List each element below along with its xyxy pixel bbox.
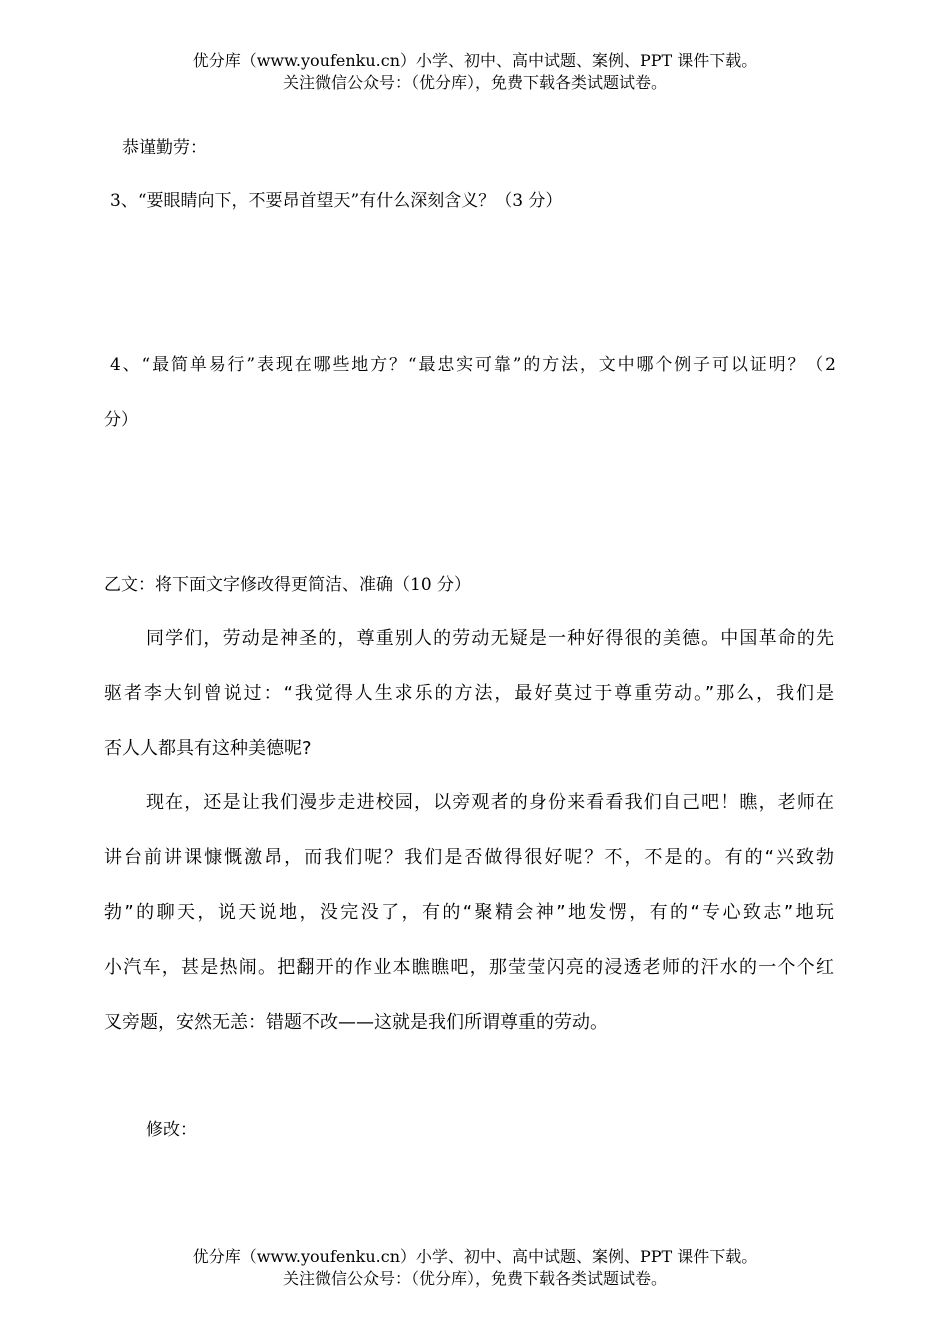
paragraph-1-line-2: 驱者李大钊曾说过：“我觉得人生求乐的方法，最好莫过于尊重劳动。”那么，我们是 xyxy=(104,683,834,704)
question-3: 3、“要眼睛向下，不要昂首望天”有什么深刻含义？（3 分） xyxy=(110,191,563,211)
question-4-line-2: 分） xyxy=(104,410,138,430)
paragraph-2-line-2: 讲台前讲课慷慨激昂，而我们呢？我们是否做得很好呢？不，不是的。有的“兴致勃 xyxy=(104,847,834,868)
paragraph-2-line-1: 现在，还是让我们漫步走进校园，以旁观者的身份来看看我们自己吧！瞧，老师在 xyxy=(146,792,834,813)
section-b-title: 乙文：将下面文字修改得更简洁、准确（10 分） xyxy=(104,575,472,595)
question-4-line-1: 4、“最简单易行”表现在哪些地方？“最忠实可靠”的方法，文中哪个例子可以证明？（2 xyxy=(110,355,836,375)
revise-label: 修改： xyxy=(146,1120,197,1140)
answer-label: 恭谨勤劳： xyxy=(122,138,207,158)
paragraph-2-line-3: 勃”的聊天，说天说地，没完没了，有的“聚精会神”地发愣，有的“专心致志”地玩 xyxy=(104,902,834,923)
header-line-2: 关注微信公众号：（优分库），免费下载各类试题试卷。 xyxy=(282,73,667,92)
header-line-1: 优分库（www.youfenku.cn）小学、初中、高中试题、案例、PPT 课件下载。 xyxy=(192,51,758,70)
footer-line-2: 关注微信公众号：（优分库），免费下载各类试题试卷。 xyxy=(282,1269,667,1288)
paragraph-1-line-3: 否人人都具有这种美德呢? xyxy=(104,738,312,759)
paragraph-2-line-4: 小汽车，甚是热闹。把翻开的作业本瞧瞧吧，那莹莹闪亮的浸透老师的汗水的一个个红 xyxy=(104,957,834,978)
paragraph-2-line-5: 叉旁题，安然无恙：错题不改——这就是我们所谓尊重的劳动。 xyxy=(104,1012,608,1033)
paragraph-1-line-1: 同学们，劳动是神圣的，尊重别人的劳动无疑是一种好得很的美德。中国革命的先 xyxy=(146,628,834,649)
footer-line-1: 优分库（www.youfenku.cn）小学、初中、高中试题、案例、PPT 课件下载。 xyxy=(192,1247,758,1266)
